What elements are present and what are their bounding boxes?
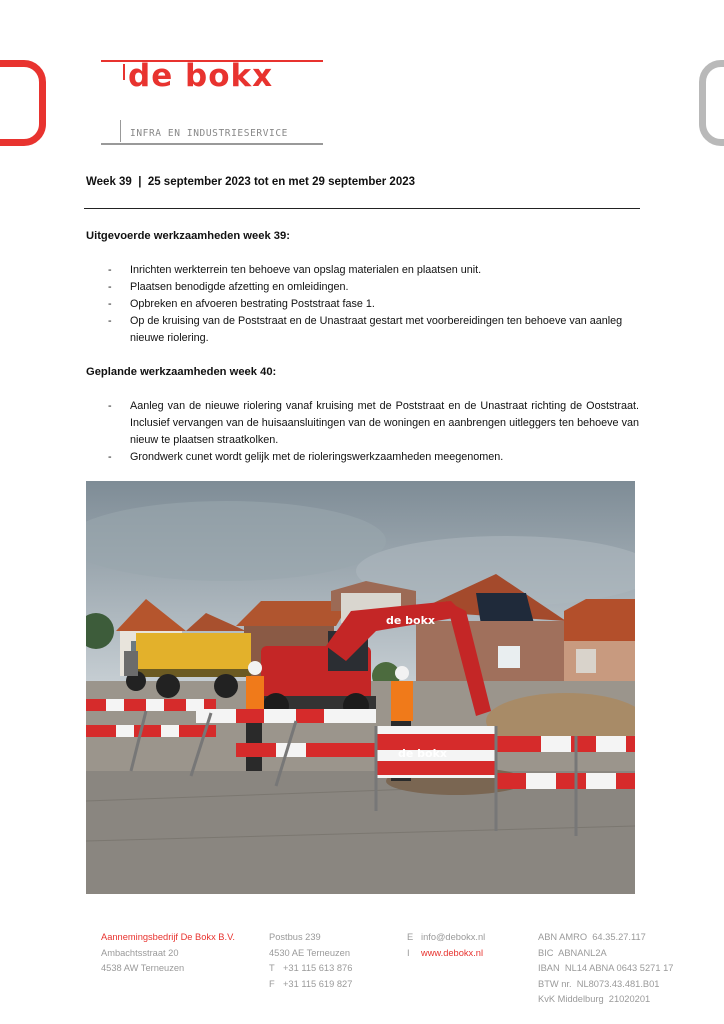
- footer-btw: BTW nr. NL8073.43.481.B01: [538, 978, 660, 989]
- list-item: - Plaatsen benodigde afzetting en omleidingen.: [86, 279, 639, 296]
- footer-company-name: Aannemingsbedrijf De Bokx B.V.: [101, 932, 236, 942]
- logo-bottom-line: [101, 143, 323, 145]
- footer-bic: BIC ABNANL2A: [538, 947, 607, 958]
- footer-kvk: KvK Middelburg 21020201: [538, 994, 651, 1004]
- list-item: - Grondwerk cunet wordt gelijk met de rioleringswerkzaamheden meegenomen.: [86, 449, 639, 466]
- dash-bullet: -: [108, 281, 112, 293]
- footer-abn: ABN AMRO 64.35.27.117: [538, 932, 646, 942]
- list-item: - Inrichten werkterrein ten behoeve van opslag materialen en plaatsen unit.: [86, 262, 639, 279]
- section-planned-list: [86, 398, 639, 466]
- footer-postbus: Postbus 239: [269, 932, 321, 942]
- dash-bullet: -: [108, 298, 112, 310]
- footer-postal: [269, 930, 352, 992]
- footer-postal-city: 4530 AE Terneuzen: [269, 947, 350, 958]
- footer-bank: [538, 930, 673, 1008]
- logo-tagline: INFRA EN INDUSTRIESERVICE: [130, 128, 288, 139]
- dash-bullet: -: [108, 400, 112, 412]
- list-item: - Opbreken en afvoeren bestrating Poststraat fase 1.: [86, 296, 639, 313]
- dash-bullet: -: [108, 264, 112, 276]
- logo-tick: [123, 64, 125, 80]
- section-planned-heading: Geplande werkzaamheden week 40:: [86, 366, 277, 378]
- week-header: Week 39 | 25 september 2023 tot en met 29 september 2023: [86, 176, 416, 188]
- brand-bracket-right: [699, 60, 724, 146]
- list-item: - Aanleg van de nieuwe riolering vanaf kruising met de Poststraat en de Unastraat richting de Ooststraat. Inclusief vervangen van de huisaansluitingen van de woningen en aanbrengen uitleggers ten behoeve van nieuw te plaatsen straatkolken.: [108, 400, 639, 446]
- section-done-heading: Uitgevoerde werkzaamheden week 39:: [86, 230, 290, 242]
- excavator-logo-text: de bokx: [386, 614, 436, 627]
- header-rule: [84, 208, 640, 209]
- section-done-list: [86, 262, 639, 347]
- footer-email[interactable]: E info@debokx.nl: [407, 932, 486, 942]
- footer-company: [101, 930, 235, 977]
- logo-wordmark: de bokx: [128, 58, 274, 94]
- list-item: - Op de kruising van de Poststraat en de Unastraat gestart met voorbereidingen ten behoeve van aanleg nieuwe riolering.: [108, 315, 623, 344]
- barrier-logo-text: de bokx: [398, 747, 448, 760]
- dash-bullet: -: [108, 451, 112, 463]
- footer-fax: F +31 115 619 827: [269, 978, 353, 989]
- logo-divider: [120, 120, 121, 142]
- site-photo-illustration: [86, 481, 635, 894]
- dash-bullet: -: [108, 315, 112, 327]
- footer-phone: T +31 115 613 876: [269, 963, 353, 973]
- footer-website[interactable]: I www.debokx.nl: [407, 947, 484, 958]
- footer-company-street: Ambachtsstraat 20: [101, 947, 179, 958]
- footer-iban: IBAN NL14 ABNA 0643 5271 17: [538, 963, 674, 973]
- footer-company-city: 4538 AW Terneuzen: [101, 963, 185, 973]
- brand-bracket-left: [0, 60, 46, 146]
- footer-contact: [407, 930, 485, 961]
- site-photo: [86, 481, 635, 894]
